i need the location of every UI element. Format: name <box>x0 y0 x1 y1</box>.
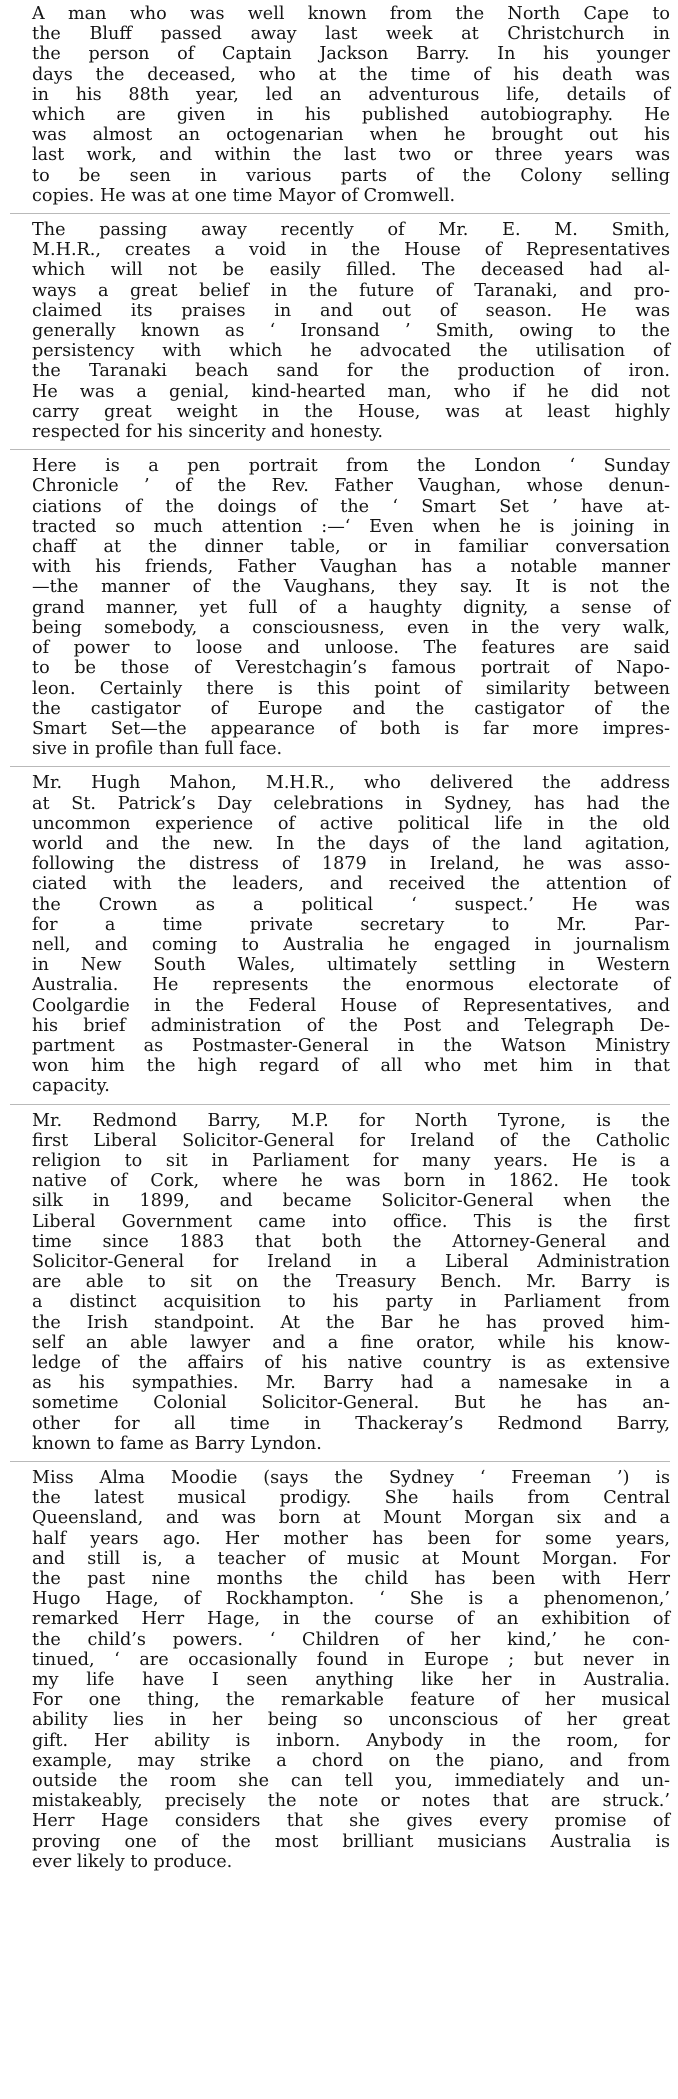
text-line: a distinct acquisition to his party in Parliament from <box>32 1292 670 1313</box>
text-line: the latest musical prodigy. She hails from Central <box>32 1488 670 1509</box>
text-line: my life have I seen anything like her in Australia. <box>32 1670 670 1691</box>
text-line: ever likely to produce. <box>32 1851 233 1872</box>
text-line: outside the room she can tell you, immediately and un- <box>32 1771 670 1792</box>
text-line: respected for his sincerity and honesty. <box>32 422 383 443</box>
text-line: being somebody, a consciousness, even in the very walk, <box>32 617 670 638</box>
text-line: the castigator of Europe and the castigator of the <box>32 698 670 719</box>
text-line: world and the new. In the days of the land agitation, <box>32 833 670 854</box>
text-line: sometime Colonial Solicitor-General. But he has an- <box>32 1393 670 1414</box>
text-line: to be those of Verestchagin’s famous portrait of Napo- <box>32 658 670 679</box>
text-line: ways a great belief in the future of Taranaki, and pro- <box>32 280 670 301</box>
text-line: ciated with the leaders, and received the attention of <box>32 874 670 895</box>
text-line: and still is, a teacher of music at Mount Morgan. For <box>32 1548 670 1569</box>
text-line: sive in profile than full face. <box>32 739 283 760</box>
text-line: chaff at the dinner table, or in familiar conversation <box>32 537 670 558</box>
text-line: ciations of the doings of the ‘ Smart Set ’ have at- <box>32 496 670 517</box>
text-line: Smart Set—the appearance of both is far more impres- <box>32 718 670 739</box>
text-line: Hugo Hage, of Rockhampton. ‘ She is a phenomenon,’ <box>32 1589 670 1610</box>
article-paragraph <box>10 1468 670 1879</box>
text-line: gift. Her ability is inborn. Anybody in the room, for <box>32 1730 670 1751</box>
text-line: the Bluff passed away last week at Christchurch in <box>32 24 670 45</box>
text-line: ledge of the affairs of his native country is as extensive <box>32 1353 670 1373</box>
text-line: for a time private secretary to Mr. Par- <box>32 914 670 935</box>
article-paragraph <box>10 773 670 1104</box>
text-line: mistakeably, precisely the note or notes that are struck.’ <box>32 1791 670 1812</box>
text-line: first Liberal Solicitor-General for Ireland of the Catholic <box>32 1130 670 1151</box>
text-line: at St. Patrick’s Day celebrations in Sydney, has had the <box>32 793 670 814</box>
text-line: to be seen in various parts of the Colony selling <box>32 165 670 186</box>
text-line: The passing away recently of Mr. E. M. Smith, <box>32 220 670 241</box>
text-line: Miss Alma Moodie (says the Sydney ‘ Freeman ’) is <box>32 1468 670 1489</box>
text-line: which are given in his published autobiography. He <box>32 105 670 126</box>
text-line: persistency with which he advocated the utilisation of <box>32 341 670 362</box>
text-line: religion to sit in Parliament for many years. He is a <box>32 1150 670 1171</box>
article-paragraph <box>10 456 670 767</box>
text-line: was almost an octogenarian when he brought out his <box>32 125 670 146</box>
text-line: Queensland, and was born at Mount Morgan six and a <box>32 1508 670 1529</box>
text-line: the Irish standpoint. At the Bar he has proved him- <box>32 1312 670 1333</box>
text-line: uncommon experience of active political life in the old <box>32 813 670 834</box>
text-line: leon. Certainly there is this point of similarity between <box>32 678 670 699</box>
article-paragraph <box>10 4 670 214</box>
text-line: M.H.R., creates a void in the House of Representatives <box>32 240 670 261</box>
text-line: partment as Postmaster-General in the Watson Ministry <box>32 1035 670 1056</box>
article-paragraph <box>10 1111 670 1462</box>
text-line: the child’s powers. ‘ Children of her kind,’ he con- <box>32 1629 670 1650</box>
text-line: the past nine months the child has been with Herr <box>32 1569 670 1590</box>
text-line: nell, and coming to Australia he engaged in journalism <box>32 934 670 955</box>
text-line: days the deceased, who at the time of his death was <box>32 64 670 85</box>
text-line: capacity. <box>32 1076 110 1097</box>
news-column <box>10 4 670 1885</box>
text-line: won him the high regard of all who met him in that <box>32 1056 670 1077</box>
text-line: proving one of the most brilliant musicians Australia is <box>32 1831 670 1852</box>
text-line: copies. He was at one time Mayor of Cromwell. <box>32 185 456 206</box>
article-paragraph <box>10 220 670 450</box>
text-line: Here is a pen portrait from the London ‘ Sunday <box>32 456 670 477</box>
text-line: Solicitor-General for Ireland in a Liberal Administration <box>32 1251 670 1272</box>
text-line: Chronicle ’ of the Rev. Father Vaughan, whose denun- <box>32 476 670 497</box>
text-line: known to fame as Barry Lyndon. <box>32 1433 322 1454</box>
text-line: the person of Captain Jackson Barry. In his younger <box>32 44 670 65</box>
text-line: grand manner, yet full of a haughty dignity, a sense of <box>32 597 670 618</box>
text-line: tracted so much attention :—‘ Even when he is joining in <box>32 516 670 537</box>
text-line: of power to loose and unloose. The features are said <box>32 638 670 659</box>
text-line: half years ago. Her mother has been for some years, <box>32 1528 670 1549</box>
text-line: in his 88th year, led an adventurous life, details of <box>32 84 670 105</box>
text-line: ability lies in her being so unconscious of her great <box>32 1710 670 1731</box>
text-line: Mr. Hugh Mahon, M.H.R., who delivered the address <box>32 773 670 794</box>
text-line: carry great weight in the House, was at least highly <box>32 401 670 422</box>
text-line: He was a genial, kind-hearted man, who if he did not <box>32 381 670 402</box>
text-line: are able to sit on the Treasury Bench. Mr. Barry is <box>32 1272 670 1293</box>
text-line: which will not be easily filled. The deceased had al- <box>32 260 670 281</box>
text-line: —the manner of the Vaughans, they say. It is not the <box>32 577 670 598</box>
text-line: Australia. He represents the enormous electorate of <box>32 975 670 996</box>
text-line: A man who was well known from the North Cape to <box>32 4 670 24</box>
text-line: his brief administration of the Post and Telegraph De- <box>32 1015 670 1036</box>
text-line: following the distress of 1879 in Ireland, he was asso- <box>32 854 670 875</box>
text-line: as his sympathies. Mr. Barry had a namesake in a <box>32 1373 670 1394</box>
text-line: example, may strike a chord on the piano, and from <box>32 1750 670 1771</box>
text-line: Mr. Redmond Barry, M.P. for North Tyrone, is the <box>32 1110 670 1131</box>
text-line: last work, and within the last two or three years was <box>32 145 670 166</box>
text-line: in New South Wales, ultimately settling in Western <box>32 955 670 976</box>
text-line: tinued, ‘ are occasionally found in Europe ; but never in <box>32 1649 670 1670</box>
text-line: the Taranaki beach sand for the production of iron. <box>32 361 670 382</box>
text-line: self an able lawyer and a fine orator, while his know- <box>32 1332 670 1353</box>
text-line: the Crown as a political ‘ suspect.’ He was <box>32 894 670 915</box>
text-line: time since 1883 that both the Attorney-General and <box>32 1231 670 1252</box>
text-line: Herr Hage considers that she gives every promise of <box>32 1811 670 1832</box>
text-line: other for all time in Thackeray’s Redmond Barry, <box>32 1413 670 1434</box>
text-line: with his friends, Father Vaughan has a notable manner <box>32 557 670 578</box>
text-line: Coolgardie in the Federal House of Representatives, and <box>32 995 670 1016</box>
text-line: claimed its praises in and out of season. He was <box>32 300 670 321</box>
text-line: native of Cork, where he was born in 1862. He took <box>32 1171 670 1192</box>
text-line: Liberal Government came into office. This is the first <box>32 1211 670 1232</box>
text-line: silk in 1899, and became Solicitor-General when the <box>32 1191 670 1212</box>
text-line: For one thing, the remarkable feature of her musical <box>32 1690 670 1711</box>
text-line: generally known as ‘ Ironsand ’ Smith, owing to the <box>32 321 670 342</box>
text-line: remarked Herr Hage, in the course of an exhibition of <box>32 1609 670 1630</box>
